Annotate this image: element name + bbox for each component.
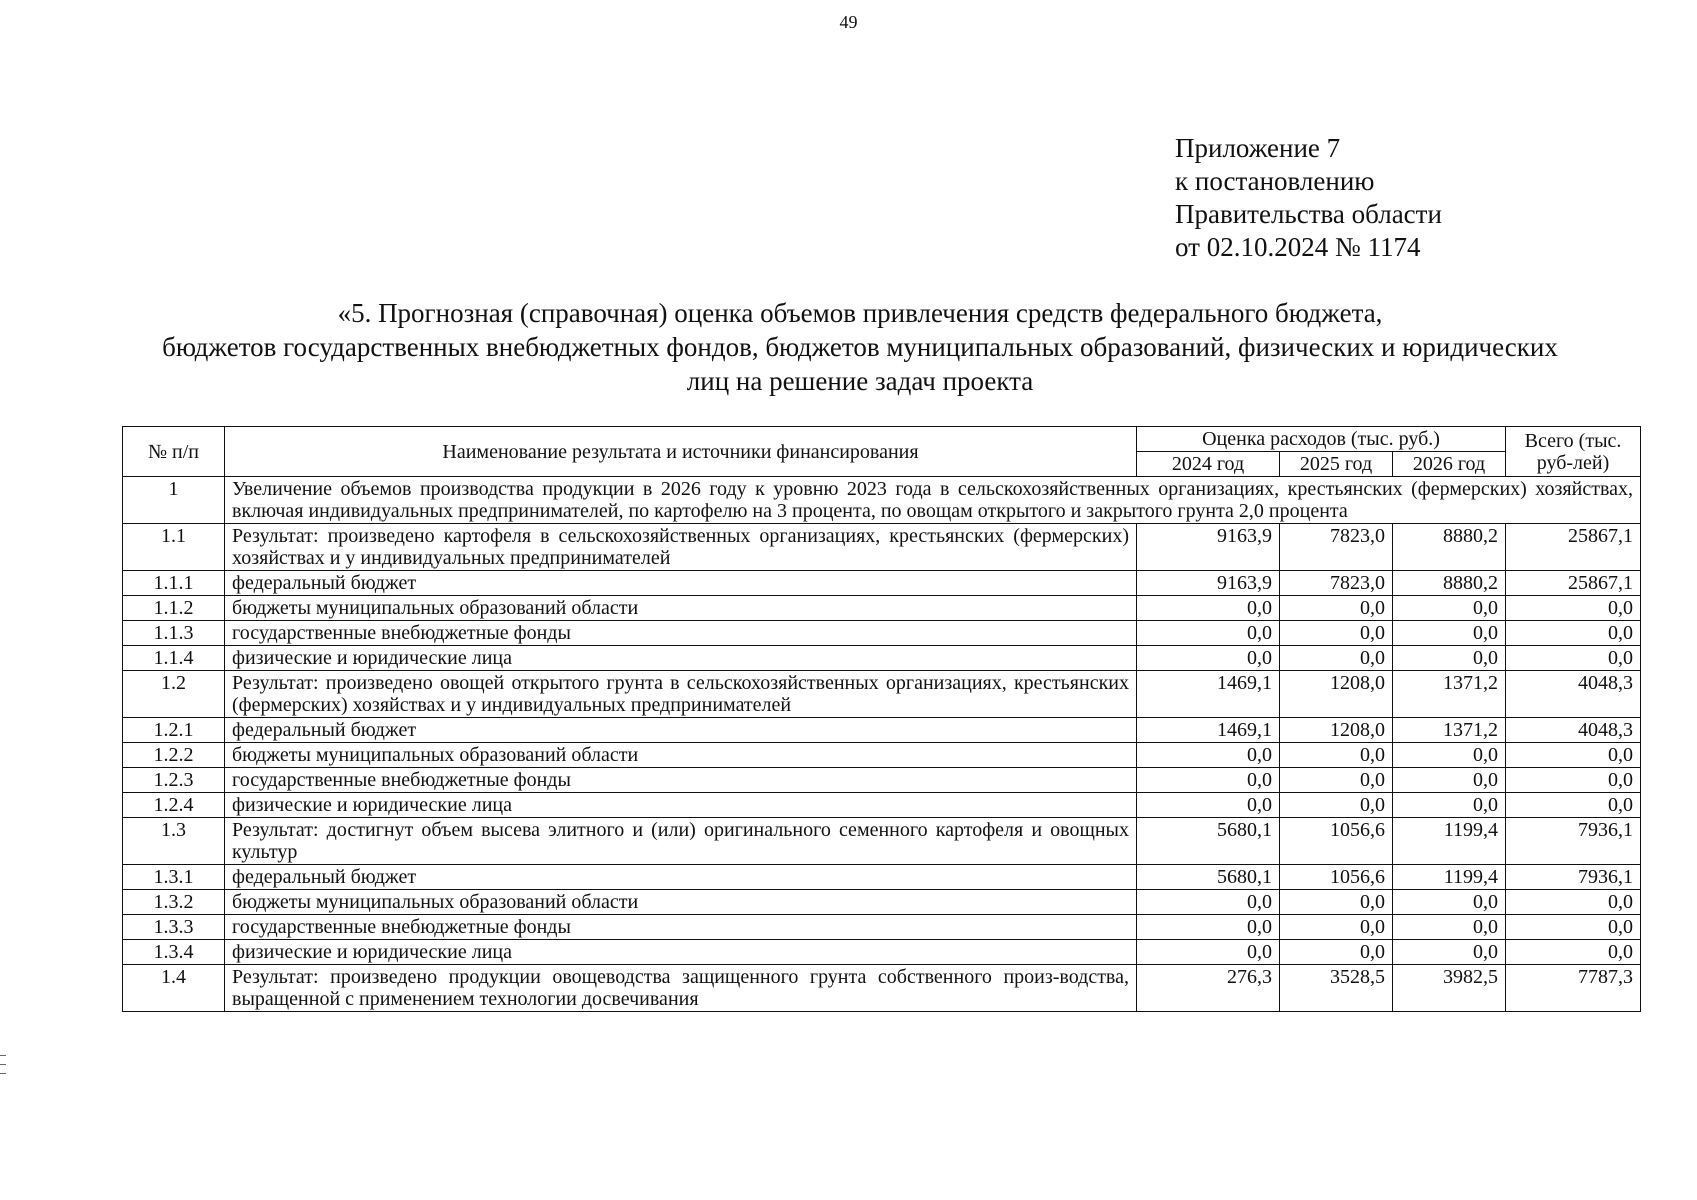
- value-2026: 8880,2: [1393, 571, 1506, 596]
- value-2025: 0,0: [1280, 646, 1393, 671]
- value-2025: 1208,0: [1280, 671, 1393, 718]
- row-num: 1.1.4: [123, 646, 225, 671]
- value-2025: 1056,6: [1280, 818, 1393, 865]
- goal-text: Увеличение объемов производства продукции в 2026 году к уровню 2023 года в сельскохозяйственных организациях, крестьянских (фермерских) хозяйствах, включая индивидуальных предпринимателей, по картофелю на 3 процента, по овощам открытого и закрытого грунта 2,0 процента: [225, 477, 1641, 524]
- scan-mark: [0, 1055, 6, 1056]
- table-row: [123, 865, 1641, 890]
- row-name: физические и юридические лица: [225, 646, 1137, 671]
- row-name: Результат: произведено овощей открытого грунта в сельскохозяйственных организациях, крестьянских (фермерских) хозяйствах и у индивидуальных предпринимателей: [225, 671, 1137, 718]
- row-name: государственные внебюджетные фонды: [225, 915, 1137, 940]
- value-2024: 0,0: [1137, 743, 1280, 768]
- row-num: 1.2.2: [123, 743, 225, 768]
- row-num: 1.2.3: [123, 768, 225, 793]
- value-2026: 8880,2: [1393, 524, 1506, 571]
- table-row: [123, 621, 1641, 646]
- title-line: лиц на решение задач проекта: [686, 366, 1034, 396]
- goal-num: 1: [123, 477, 225, 524]
- table-row: [123, 718, 1641, 743]
- row-name: Результат: произведено продукции овощеводства защищенного грунта собственного произ-водства, выращенной с применением технологии досвечивания: [225, 965, 1137, 1012]
- value-2026: 0,0: [1393, 646, 1506, 671]
- row-num: 1.1.2: [123, 596, 225, 621]
- table-row: [123, 646, 1641, 671]
- appendix-line: Приложение 7: [1175, 133, 1341, 163]
- value-2024: 0,0: [1137, 646, 1280, 671]
- value-2024: 9163,9: [1137, 571, 1280, 596]
- value-total: 0,0: [1506, 596, 1641, 621]
- value-total: 7787,3: [1506, 965, 1641, 1012]
- header-year-2025: 2025 год: [1280, 452, 1393, 477]
- row-num: 1.4: [123, 965, 225, 1012]
- financing-table: [122, 426, 1641, 1012]
- value-2025: 0,0: [1280, 940, 1393, 965]
- row-num: 1.1.3: [123, 621, 225, 646]
- row-name: Результат: произведено картофеля в сельскохозяйственных организациях, крестьянских (фермерских) хозяйствах и у индивидуальных предпринимателей: [225, 524, 1137, 571]
- table-row: [123, 890, 1641, 915]
- value-2026: 0,0: [1393, 793, 1506, 818]
- document-title: [40, 296, 1680, 398]
- table-row: [123, 915, 1641, 940]
- value-total: 25867,1: [1506, 524, 1641, 571]
- value-2025: 1208,0: [1280, 718, 1393, 743]
- value-2025: 3528,5: [1280, 965, 1393, 1012]
- table-row: [123, 524, 1641, 571]
- value-2025: 0,0: [1280, 621, 1393, 646]
- row-name: бюджеты муниципальных образований области: [225, 596, 1137, 621]
- row-num: 1.2.1: [123, 718, 225, 743]
- row-num: 1.3.3: [123, 915, 225, 940]
- row-num: 1.3.1: [123, 865, 225, 890]
- value-2024: 1469,1: [1137, 671, 1280, 718]
- header-total: Всего (тыс. руб-лей): [1506, 427, 1641, 477]
- value-2024: 0,0: [1137, 890, 1280, 915]
- header-year-2026: 2026 год: [1393, 452, 1506, 477]
- table-row: [123, 768, 1641, 793]
- row-name: бюджеты муниципальных образований области: [225, 890, 1137, 915]
- row-name: государственные внебюджетные фонды: [225, 768, 1137, 793]
- value-2024: 9163,9: [1137, 524, 1280, 571]
- value-2025: 7823,0: [1280, 524, 1393, 571]
- value-total: 25867,1: [1506, 571, 1641, 596]
- value-2025: 0,0: [1280, 768, 1393, 793]
- value-total: 7936,1: [1506, 818, 1641, 865]
- value-2026: 0,0: [1393, 768, 1506, 793]
- table-row: [123, 965, 1641, 1012]
- value-total: 0,0: [1506, 621, 1641, 646]
- value-2026: 0,0: [1393, 743, 1506, 768]
- value-2024: 276,3: [1137, 965, 1280, 1012]
- table-row: [123, 743, 1641, 768]
- value-total: 4048,3: [1506, 671, 1641, 718]
- value-total: 0,0: [1506, 940, 1641, 965]
- scan-mark: [0, 1064, 6, 1065]
- row-num: 1.2: [123, 671, 225, 718]
- row-num: 1.3: [123, 818, 225, 865]
- value-total: 0,0: [1506, 646, 1641, 671]
- value-2026: 1199,4: [1393, 818, 1506, 865]
- table-body: [123, 477, 1641, 1012]
- value-2025: 7823,0: [1280, 571, 1393, 596]
- page-number: 49: [839, 12, 858, 32]
- table-row: [123, 571, 1641, 596]
- goal-row: [123, 477, 1641, 524]
- value-2024: 0,0: [1137, 940, 1280, 965]
- table-row: [123, 596, 1641, 621]
- row-name: государственные внебюджетные фонды: [225, 621, 1137, 646]
- value-total: 0,0: [1506, 793, 1641, 818]
- value-2025: 1056,6: [1280, 865, 1393, 890]
- value-2026: 0,0: [1393, 940, 1506, 965]
- row-num: 1.1.1: [123, 571, 225, 596]
- value-total: 7936,1: [1506, 865, 1641, 890]
- value-2026: 3982,5: [1393, 965, 1506, 1012]
- row-name: Результат: достигнут объем высева элитного и (или) оригинального семенного картофеля и овощных культур: [225, 818, 1137, 865]
- row-name: федеральный бюджет: [225, 718, 1137, 743]
- value-2024: 0,0: [1137, 621, 1280, 646]
- row-name: физические и юридические лица: [225, 940, 1137, 965]
- appendix-line: к постановлению: [1175, 166, 1375, 196]
- row-name: федеральный бюджет: [225, 865, 1137, 890]
- title-line: «5. Прогнозная (справочная) оценка объемов привлечения средств федерального бюджета,: [337, 298, 1383, 328]
- value-2024: 1469,1: [1137, 718, 1280, 743]
- value-2026: 0,0: [1393, 890, 1506, 915]
- value-total: 0,0: [1506, 890, 1641, 915]
- table-row: [123, 671, 1641, 718]
- table-row: [123, 940, 1641, 965]
- row-name: бюджеты муниципальных образований области: [225, 743, 1137, 768]
- appendix-line: Правительства области: [1175, 199, 1442, 229]
- value-2024: 5680,1: [1137, 818, 1280, 865]
- value-2025: 0,0: [1280, 793, 1393, 818]
- value-2026: 0,0: [1393, 915, 1506, 940]
- header-estimate: Оценка расходов (тыс. руб.): [1137, 427, 1506, 452]
- table-row: [123, 818, 1641, 865]
- value-2024: 0,0: [1137, 768, 1280, 793]
- value-2026: 1199,4: [1393, 865, 1506, 890]
- appendix-block: [1175, 132, 1442, 264]
- value-2024: 0,0: [1137, 793, 1280, 818]
- row-num: 1.3.4: [123, 940, 225, 965]
- header-num: № п/п: [123, 427, 225, 477]
- row-name: федеральный бюджет: [225, 571, 1137, 596]
- header-year-2024: 2024 год: [1137, 452, 1280, 477]
- row-num: 1.3.2: [123, 890, 225, 915]
- value-2024: 0,0: [1137, 915, 1280, 940]
- value-total: 0,0: [1506, 915, 1641, 940]
- row-num: 1.1: [123, 524, 225, 571]
- value-total: 0,0: [1506, 768, 1641, 793]
- value-2026: 0,0: [1393, 596, 1506, 621]
- header-name: Наименование результата и источники финансирования: [225, 427, 1137, 477]
- scan-marks: [0, 1055, 6, 1095]
- value-2024: 5680,1: [1137, 865, 1280, 890]
- title-line: бюджетов государственных внебюджетных фондов, бюджетов муниципальных образований, физических и юридических: [162, 332, 1558, 362]
- value-2024: 0,0: [1137, 596, 1280, 621]
- row-name: физические и юридические лица: [225, 793, 1137, 818]
- scan-mark: [0, 1073, 6, 1074]
- value-total: 0,0: [1506, 743, 1641, 768]
- value-2025: 0,0: [1280, 596, 1393, 621]
- row-num: 1.2.4: [123, 793, 225, 818]
- value-total: 4048,3: [1506, 718, 1641, 743]
- table-row: [123, 793, 1641, 818]
- value-2026: 1371,2: [1393, 671, 1506, 718]
- value-2025: 0,0: [1280, 890, 1393, 915]
- value-2025: 0,0: [1280, 915, 1393, 940]
- value-2025: 0,0: [1280, 743, 1393, 768]
- value-2026: 1371,2: [1393, 718, 1506, 743]
- value-2026: 0,0: [1393, 621, 1506, 646]
- appendix-line: от 02.10.2024 № 1174: [1175, 232, 1421, 262]
